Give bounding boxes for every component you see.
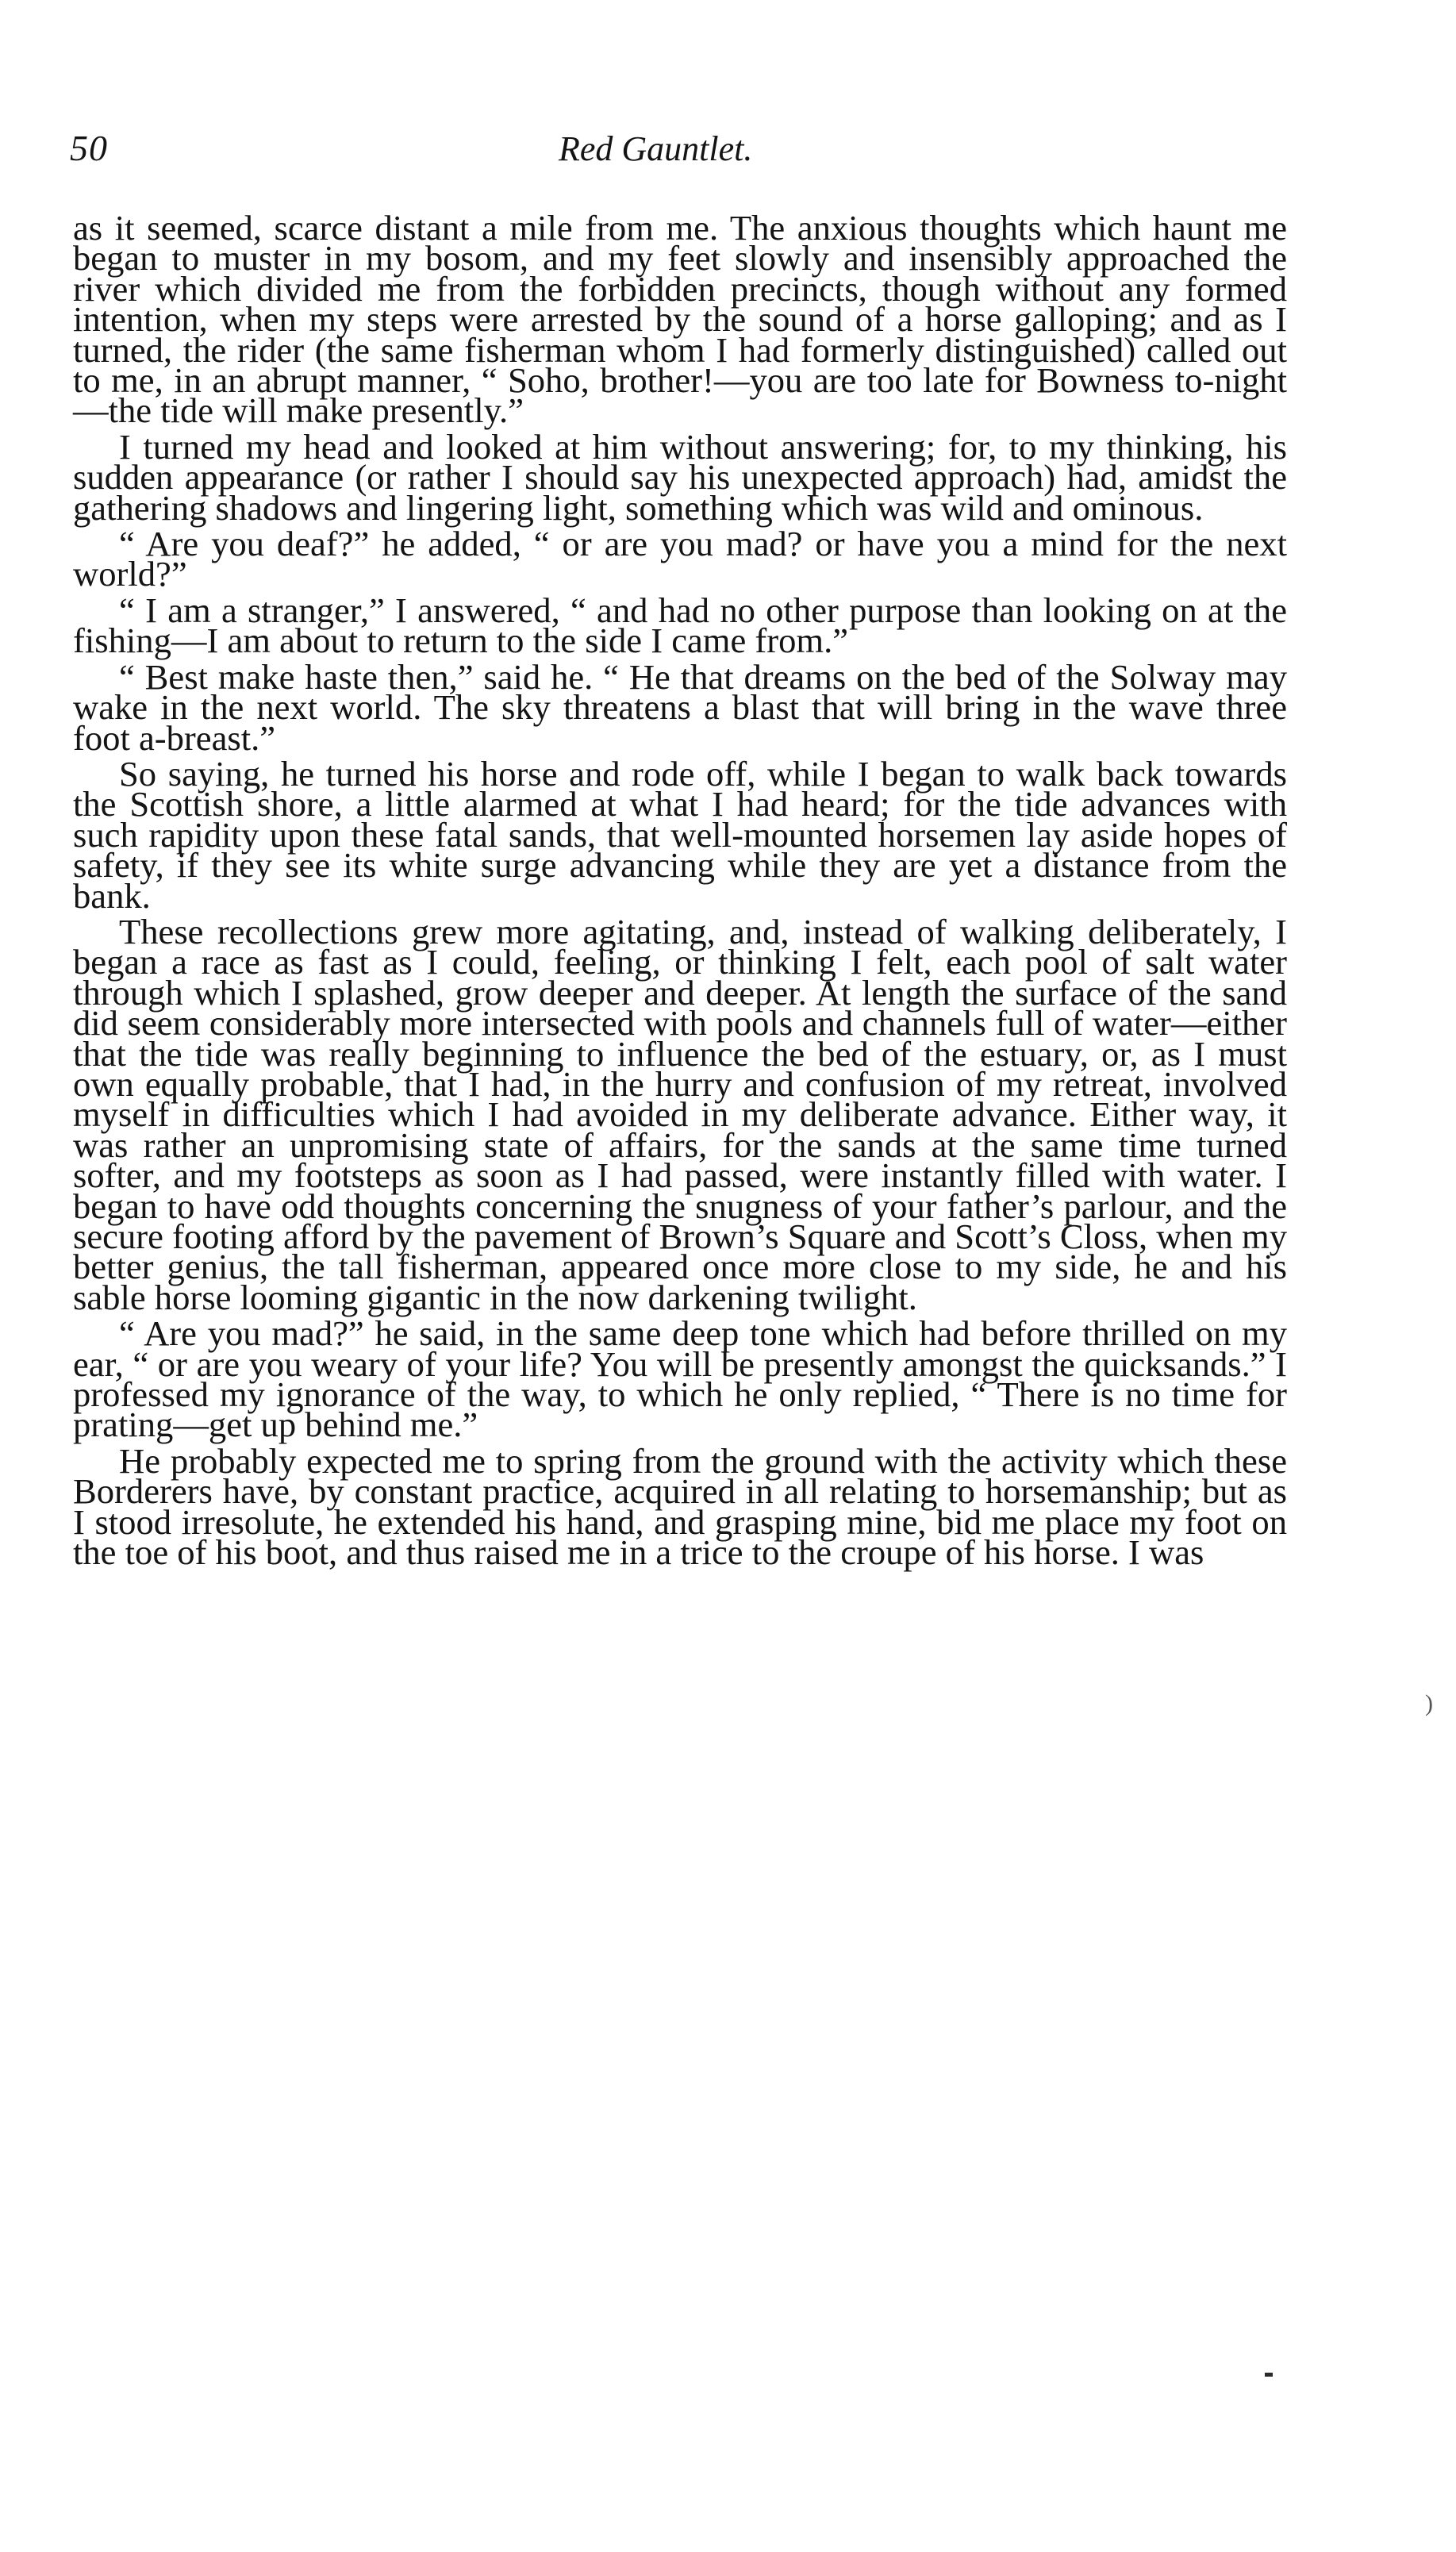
paragraph: “ Best make haste then,” said he. “ He that dreams on the bed of the Solway may wake in the next world. The sky threatens a blast that will bring in the wave three foot a-breast.”: [73, 656, 1287, 758]
ink-speck: [1265, 2373, 1273, 2377]
paragraph: “ Are you mad?” he said, in the same deep tone which had before thrilled on my ear, “ or are you weary of your life? You will be presently amongst the quicksands.” I professed my ignorance of the way, to which he only replied, “ There is no time for prating—get up behind me.”: [73, 1313, 1287, 1445]
paragraph: as it seemed, scarce distant a mile from me. The anxious thoughts which haunt me began to muster in my bosom, and my feet slowly and insensibly approached the river which divided me from the forbidden precincts, though without any formed intention, when my steps were arrested by the sound of a horse galloping; and as I turned, the rider (the same fisherman whom I had formerly distinguished) called out to me, in an abrupt manner, “ Soho, brother!—you are too late for Bowness to-night—the tide will make presently.”: [73, 208, 1287, 431]
page-number: 50: [70, 128, 108, 168]
paragraph: I turned my head and looked at him without answering; for, to my thinking, his sudden appearance (or rather I should say his unexpected approach) had, amidst the gathering shadows and lingering light, something which was wild and ominous.: [73, 426, 1287, 528]
paragraph: These recollections grew more agitating, and, instead of walking deliberately, I began a race as fast as I could, feeling, or thinking I felt, each pool of salt water through which I splashed, grow deeper and deeper. At length the surface of the sand did seem considerably more intersected with pools and channels full of water—either that the tide was really beginning to influence the bed of the estuary, or, as I must own equally probable, that I had, in the hurry and confusion of my retreat, involved myself in difficulties which I had avoided in my deliberate advance. Either way, it was rather an unpromising state of affairs, for the sands at the same time turned softer, and my footsteps as soon as I had passed, were instantly filled with water. I began to have odd thoughts concerning the snugness of your father’s parlour, and the secure footing afford by the pavement of Brown’s Square and Scott’s Closs, when my better genius, the tall fisherman, appeared once more close to my side, he and his sable horse looming gigantic in the now darkening twilight.: [73, 911, 1287, 1317]
paragraph: So saying, he turned his horse and rode off, while I began to walk back towards the Scottish shore, a little alarmed at what I had heard; for the tide advances with such rapidity upon these fatal sands, that well-mounted horsemen lay aside hopes of safety, if they see its white surge advancing while they are yet a distance from the bank.: [73, 753, 1287, 916]
paragraph: “ Are you deaf?” he added, “ or are you mad? or have you a mind for the next world?”: [73, 524, 1287, 594]
page-header: [70, 127, 1292, 183]
running-head: Red Gauntlet.: [559, 129, 753, 168]
paragraph: He probably expected me to spring from the ground with the activity which these Borderers have, by constant practice, acquired in all relating to horsemanship; but as I stood irresolute, he extended his hand, and grasping mine, bid me place my foot on the toe of his boot, and thus raised me in a trice to the croupe of his horse. I was: [73, 1440, 1287, 1573]
body-text: [73, 208, 1287, 1573]
margin-mark: ): [1425, 1690, 1433, 1716]
paragraph: “ I am a stranger,” I answered, “ and had no other purpose than looking on at the fishing—I am about to return to the side I came from.”: [73, 590, 1287, 661]
